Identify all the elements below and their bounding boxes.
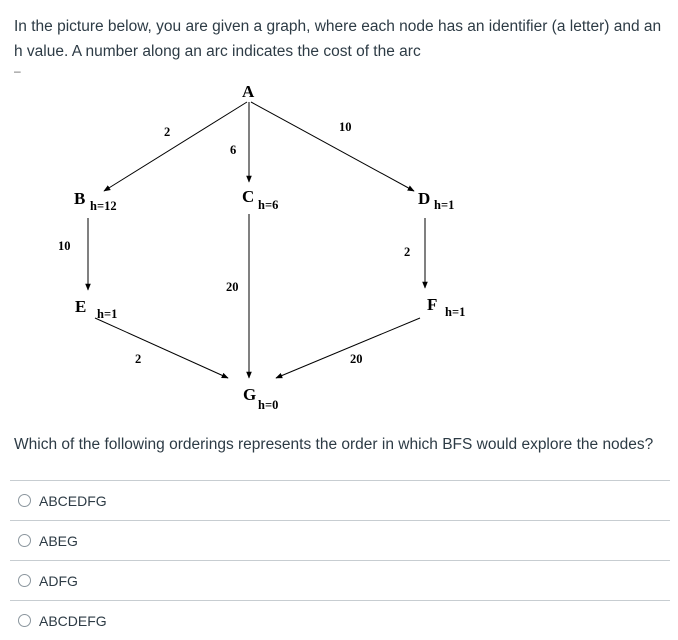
node-e-h: h=1: [97, 307, 118, 321]
cost-a-c: 6: [230, 143, 237, 157]
cost-d-f: 2: [404, 245, 411, 259]
answer-label: ABCEDFG: [39, 492, 107, 509]
question-text: Which of the following orderings represents the order in which BFS would explore the nodes?: [14, 436, 654, 453]
answer-option-1[interactable]: [10, 481, 670, 521]
cost-b-e: 10: [58, 239, 71, 253]
cost-a-b: 2: [164, 125, 171, 139]
node-f-h: h=1: [445, 305, 466, 319]
edge-f-g: [276, 318, 420, 378]
answer-label: ADFG: [39, 572, 78, 589]
node-d-h: h=1: [434, 198, 455, 212]
answer-option-3[interactable]: [10, 561, 670, 601]
intro-dash: –: [14, 64, 21, 78]
answer-label: ABEG: [39, 532, 78, 549]
radio-button[interactable]: [18, 494, 31, 507]
node-b-h: h=12: [90, 199, 117, 213]
cost-a-d: 10: [339, 120, 352, 134]
node-d-label: D: [418, 189, 431, 208]
node-b-label: B: [74, 189, 86, 208]
cost-c-g: 20: [226, 280, 239, 294]
cost-f-g: 20: [350, 352, 363, 366]
radio-button[interactable]: [18, 574, 31, 587]
edge-a-d: [251, 102, 414, 191]
radio-button[interactable]: [18, 534, 31, 547]
answer-list: [10, 480, 670, 640]
node-g-label: G: [243, 385, 257, 404]
node-a-label: A: [242, 82, 255, 101]
answer-option-4[interactable]: [10, 601, 670, 640]
edge-a-b: [104, 102, 247, 191]
answer-option-2[interactable]: [10, 521, 670, 561]
question-intro: In the picture below, you are given a graph, where each node has an identifier (a letter) and an h value. A number along an arc indicates the cost of the arc: [14, 18, 662, 60]
answer-label: ABCDEFG: [39, 612, 107, 629]
cost-e-g: 2: [135, 352, 142, 366]
node-c-label: C: [242, 187, 255, 206]
radio-button[interactable]: [18, 614, 31, 627]
node-c-h: h=6: [258, 198, 279, 212]
edge-e-g: [95, 318, 228, 378]
node-e-label: E: [75, 297, 87, 316]
node-f-label: F: [427, 295, 438, 314]
node-g-h: h=0: [258, 398, 279, 412]
graph-diagram: [0, 78, 678, 418]
